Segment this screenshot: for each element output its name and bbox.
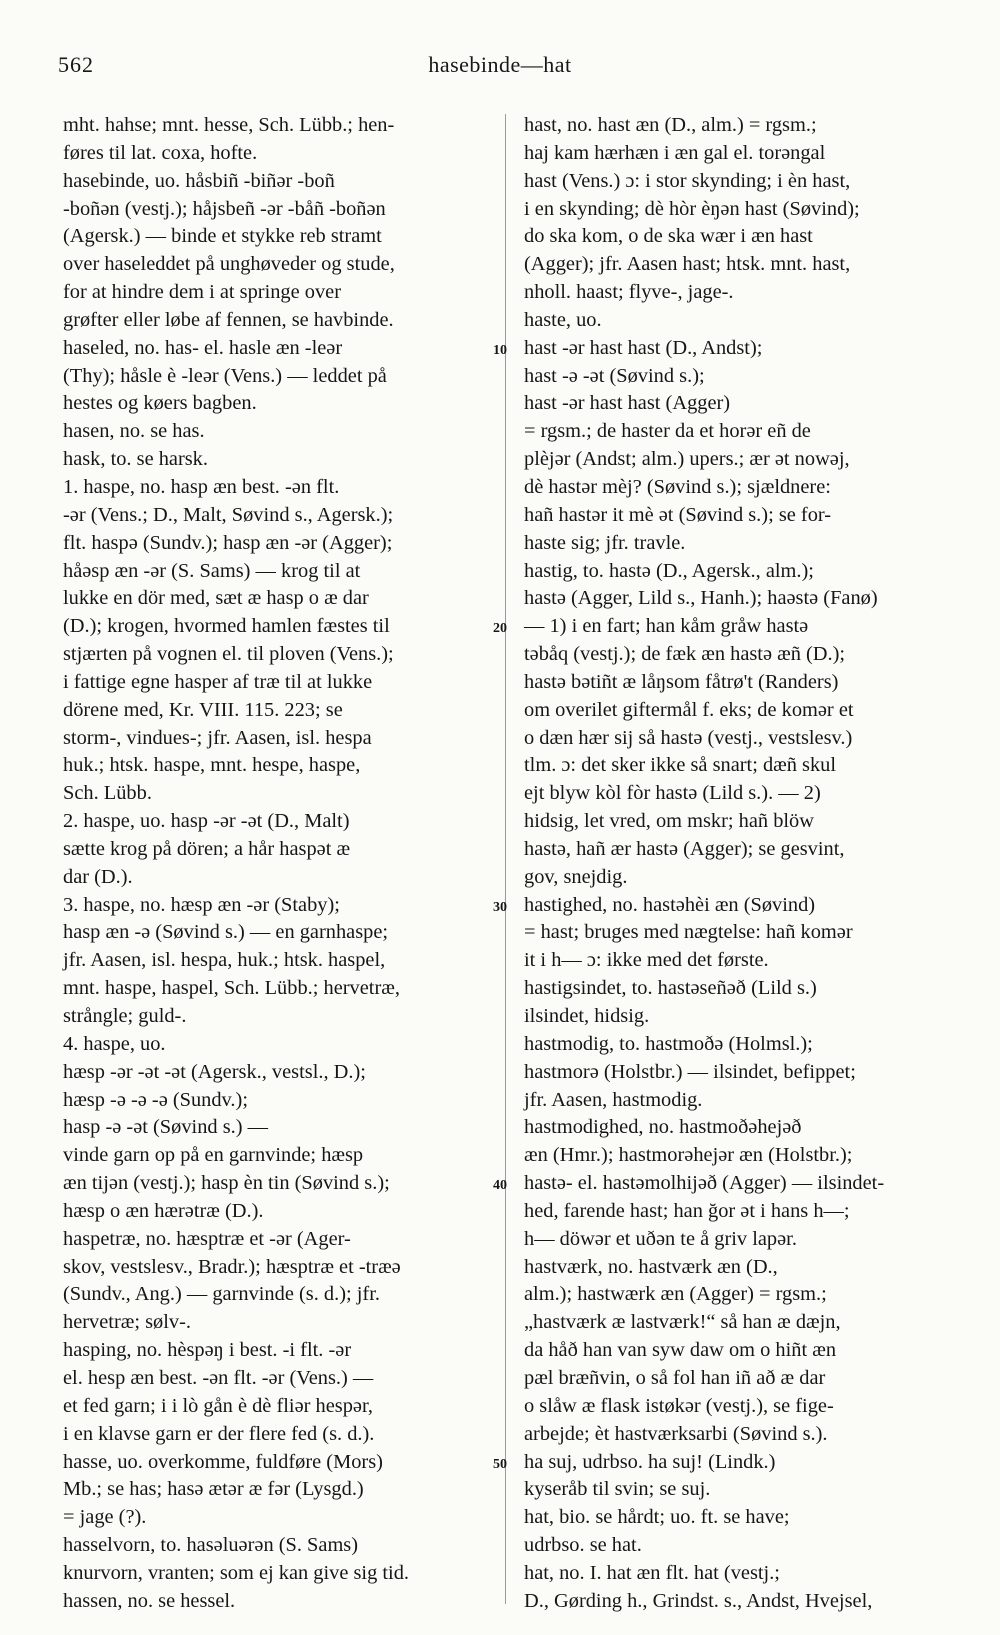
text-line: æn (Hmr.); hastmorəhejər æn (Holstbr.); bbox=[524, 1144, 853, 1167]
text-line: hastig, to. hastə (D., Agersk., alm.); bbox=[524, 559, 814, 582]
text-line: hat, no. I. hat æn flt. hat (vestj.; bbox=[524, 1561, 780, 1584]
text-line: haste, uo. bbox=[524, 308, 602, 331]
text-line: h— döwər et uðən te å griv lapər. bbox=[524, 1227, 797, 1250]
text-line: (Agger); jfr. Aasen hast; htsk. mnt. hast, bbox=[524, 253, 851, 276]
text-line: hask, to. se harsk. bbox=[63, 448, 208, 471]
text-line: D., Gørding h., Grindst. s., Andst, Hvejsel, bbox=[524, 1589, 873, 1612]
text-line: (Sundv., Ang.) — garnvinde (s. d.); jfr. bbox=[63, 1283, 380, 1306]
text-line: håəsp æn -ər (S. Sams) — krog til at bbox=[63, 559, 361, 582]
text-line: huk.; htsk. haspe, mnt. hespe, haspe, bbox=[63, 754, 361, 777]
text-line: 1. haspe, no. hasp æn best. -ən flt. bbox=[63, 475, 340, 498]
text-line: hastighed, no. hastəhèi æn (Søvind) bbox=[524, 893, 816, 916]
left-column bbox=[63, 112, 497, 1616]
text-line: hasp -ə -ət (Søvind s.) — bbox=[63, 1116, 269, 1139]
text-line: hañ hastər it mè ət (Søvind s.); se for- bbox=[524, 503, 832, 526]
text-line: (D.); krogen, hvormed hamlen fæstes til bbox=[63, 615, 390, 638]
text-line: pæl bræñvin, o så fol han iñ að æ dar bbox=[524, 1366, 826, 1389]
line-number: 10 bbox=[493, 343, 507, 358]
text-line: hat, bio. se hårdt; uo. ft. se have; bbox=[524, 1506, 790, 1529]
text-line: (Agersk.) — binde et stykke reb stramt bbox=[63, 225, 382, 248]
text-line: dè hastər mèj? (Søvind s.); sjældnere: bbox=[524, 475, 831, 498]
text-line: hæsp o æn hærətræ (D.). bbox=[63, 1199, 264, 1222]
text-line: over haseleddet på unghøveder og stude, bbox=[63, 253, 395, 276]
text-line: hast (Vens.) ɔ: i stor skynding; i èn hast, bbox=[524, 169, 851, 192]
text-line: „hastværk æ lastværk!“ så han æ dæjn, bbox=[524, 1311, 841, 1334]
text-line: hasse, uo. overkomme, fuldføre (Mors) bbox=[63, 1450, 383, 1473]
text-line: Mb.; se has; hasə ætər æ fər (Lysgd.) bbox=[63, 1478, 364, 1501]
text-line: -ər (Vens.; D., Malt, Søvind s., Agersk.); bbox=[63, 503, 394, 526]
text-line: el. hesp æn best. -ən flt. -ər (Vens.) — bbox=[63, 1366, 374, 1389]
line-number: 40 bbox=[493, 1178, 507, 1193]
text-line: haste sig; jfr. travle. bbox=[524, 531, 686, 554]
text-line: hastə bətiñt æ låŋsom fåtrø't (Randers) bbox=[524, 670, 839, 693]
running-head: hasebinde—hat bbox=[428, 52, 572, 77]
text-line: ha suj, udrbso. ha suj! (Lindk.) bbox=[524, 1450, 776, 1473]
text-line: haspetræ, no. hæsptræ et -ər (Ager- bbox=[63, 1227, 351, 1250]
text-line: — 1) i en fart; han kåm gråw hastə bbox=[524, 615, 809, 638]
text-line: do ska kom, o de ska wær i æn hast bbox=[524, 225, 813, 248]
text-line: hast -ər hast hast (Agger) bbox=[524, 392, 731, 415]
text-line: jfr. Aasen, hastmodig. bbox=[524, 1088, 703, 1111]
text-line: dörene med, Kr. VIII. 115. 223; se bbox=[63, 698, 343, 721]
text-line: kyseråb til svin; se suj. bbox=[524, 1478, 711, 1501]
column-divider bbox=[505, 114, 506, 1604]
text-line: hasp æn -ə (Søvind s.) — en garnhaspe; bbox=[63, 921, 389, 944]
text-line: udrbso. se hat. bbox=[524, 1534, 642, 1557]
text-line: sætte krog på dören; a hår haspət æ bbox=[63, 837, 351, 860]
right-column bbox=[524, 112, 964, 1616]
text-line: æn tijən (vestj.); hasp èn tin (Søvind s.); bbox=[63, 1172, 390, 1195]
line-number: 50 bbox=[493, 1457, 507, 1472]
text-line: hast -ər hast hast (D., Andst); bbox=[524, 336, 763, 359]
text-line: hestes og køers bagben. bbox=[63, 392, 257, 415]
text-line: o dæn hær sij så hastə (vestj., vestslesv.) bbox=[524, 726, 853, 749]
text-line: hast -ə -ət (Søvind s.); bbox=[524, 364, 705, 387]
text-line: ilsindet, hidsig. bbox=[524, 1005, 650, 1027]
line-number: 30 bbox=[493, 900, 507, 915]
text-line: 2. haspe, uo. hasp -ər -ət (D., Malt) bbox=[63, 810, 350, 833]
text-line: tlm. ɔ: det sker ikke så snart; dæñ skul bbox=[524, 754, 837, 777]
text-line: knurvorn, vranten; som ej kan give sig tid. bbox=[63, 1561, 410, 1584]
text-line: ejt blyw kòl fòr hastə (Lild s.). — 2) bbox=[524, 782, 821, 805]
text-line: hastmodig, to. hastmoðə (Holmsl.); bbox=[524, 1032, 813, 1055]
text-line: føres til lat. coxa, hofte. bbox=[63, 141, 258, 164]
text-line: haj kam hærhæn i æn gal el. torəngal bbox=[524, 141, 826, 164]
text-line: = rgsm.; de haster da et horər eñ de bbox=[524, 420, 811, 443]
text-line: gov, snejdig. bbox=[524, 865, 628, 888]
text-line: hastə (Agger, Lild s., Hanh.); haəstə (Fanø) bbox=[524, 587, 878, 610]
text-line: hastværk, no. hastværk æn (D., bbox=[524, 1255, 778, 1278]
text-line: strångle; guld-. bbox=[63, 1005, 187, 1027]
text-line: hæsp -ər -ət -ət (Agersk., vestsl., D.); bbox=[63, 1060, 366, 1083]
text-line: et fed garn; i i lò gån è dè fliər hespər, bbox=[63, 1394, 374, 1417]
text-line: nholl. haast; flyve-, jage-. bbox=[524, 281, 734, 304]
text-line: lukke en dör med, sæt æ hasp o æ dar bbox=[63, 587, 369, 610]
text-line: hasping, no. hèspəŋ i best. -i flt. -ər bbox=[63, 1339, 352, 1362]
text-line: hasebinde, uo. håsbiñ -biñər -boñ bbox=[63, 169, 335, 192]
text-line: hastigsindet, to. hastəseñəð (Lild s.) bbox=[524, 977, 817, 1000]
text-line: hastmorə (Holstbr.) — ilsindet, befippet; bbox=[524, 1060, 856, 1083]
text-line: = hast; bruges med nægtelse: hañ komər bbox=[524, 921, 853, 944]
text-line: da håð han van syw daw om o hiñt æn bbox=[524, 1339, 837, 1362]
text-line: skov, vestslesv., Bradr.); hæsptræ et -træə bbox=[63, 1255, 401, 1278]
text-line: hastə- el. hastəmolhijəð (Agger) — ilsindet- bbox=[524, 1172, 885, 1195]
text-line: i en klavse garn er der flere fed (s. d.). bbox=[63, 1422, 375, 1445]
text-line: alm.); hastwærk æn (Agger) = rgsm.; bbox=[524, 1283, 827, 1306]
text-line: it i h— ɔ: ikke med det første. bbox=[524, 949, 769, 972]
page-number: 562 bbox=[58, 52, 94, 77]
text-line: jfr. Aasen, isl. hespa, huk.; htsk. haspel, bbox=[63, 949, 386, 972]
text-line: hastmodighed, no. hastmoðəhejəð bbox=[524, 1116, 802, 1139]
text-line: = jage (?). bbox=[63, 1506, 147, 1529]
text-line: hasen, no. se has. bbox=[63, 420, 205, 443]
text-line: for at hindre dem i at springe over bbox=[63, 281, 342, 304]
text-line: i en skynding; dè hòr èŋən hast (Søvind); bbox=[524, 197, 860, 220]
text-line: hast, no. hast æn (D., alm.) = rgsm.; bbox=[524, 114, 817, 136]
text-line: hidsig, let vred, om mskr; hañ blöw bbox=[524, 810, 814, 833]
line-number: 20 bbox=[493, 621, 507, 636]
text-line: hæsp -ə -ə -ə (Sundv.); bbox=[63, 1088, 248, 1111]
text-line: (Thy); håsle è -leər (Vens.) — leddet på bbox=[63, 364, 387, 387]
text-line: stjærten på vognen el. til ploven (Vens.); bbox=[63, 643, 394, 666]
text-line: flt. haspə (Sundv.); hasp æn -ər (Agger); bbox=[63, 531, 393, 554]
text-line: mht. hahse; mnt. hesse, Sch. Lübb.; hen- bbox=[63, 114, 395, 136]
text-line: hed, farende hast; han ğor ət i hans h—; bbox=[524, 1199, 850, 1222]
text-line: hasselvorn, to. hasəluərən (S. Sams) bbox=[63, 1534, 359, 1557]
text-line: i fattige egne hasper af træ til at lukke bbox=[63, 670, 373, 693]
text-line: 4. haspe, uo. bbox=[63, 1032, 166, 1055]
text-line: arbejde; èt hastværksarbi (Søvind s.). bbox=[524, 1422, 828, 1445]
text-line: o slåw æ flask istøkər (vestj.), se fige- bbox=[524, 1394, 834, 1417]
text-line: om overilet giftermål f. eks; de komər et bbox=[524, 698, 854, 721]
text-line: mnt. haspe, haspel, Sch. Lübb.; hervetræ, bbox=[63, 977, 400, 1000]
text-line: hervetræ; sølv-. bbox=[63, 1311, 191, 1334]
text-line: Sch. Lübb. bbox=[63, 782, 152, 805]
text-line: grøfter eller løbe af fennen, se havbinde. bbox=[63, 308, 394, 331]
text-line: plèjər (Andst; alm.) upers.; ær ət nowəj, bbox=[524, 448, 850, 471]
text-line: haseled, no. has- el. hasle æn -leər bbox=[63, 336, 343, 359]
text-line: hastə, hañ ær hastə (Agger); se gesvint, bbox=[524, 837, 845, 860]
text-line: storm-, vindues-; jfr. Aasen, isl. hespa bbox=[63, 726, 372, 749]
text-line: hassen, no. se hessel. bbox=[63, 1589, 236, 1612]
text-line: vinde garn op på en garnvinde; hæsp bbox=[63, 1144, 364, 1167]
text-line: dar (D.). bbox=[63, 865, 133, 888]
text-line: 3. haspe, no. hæsp æn -ər (Staby); bbox=[63, 893, 340, 916]
text-line: -boñən (vestj.); håjsbeñ -ər -båñ -boñən bbox=[63, 197, 386, 220]
text-line: təbåq (vestj.); de fæk æn hastə æñ (D.); bbox=[524, 643, 846, 666]
